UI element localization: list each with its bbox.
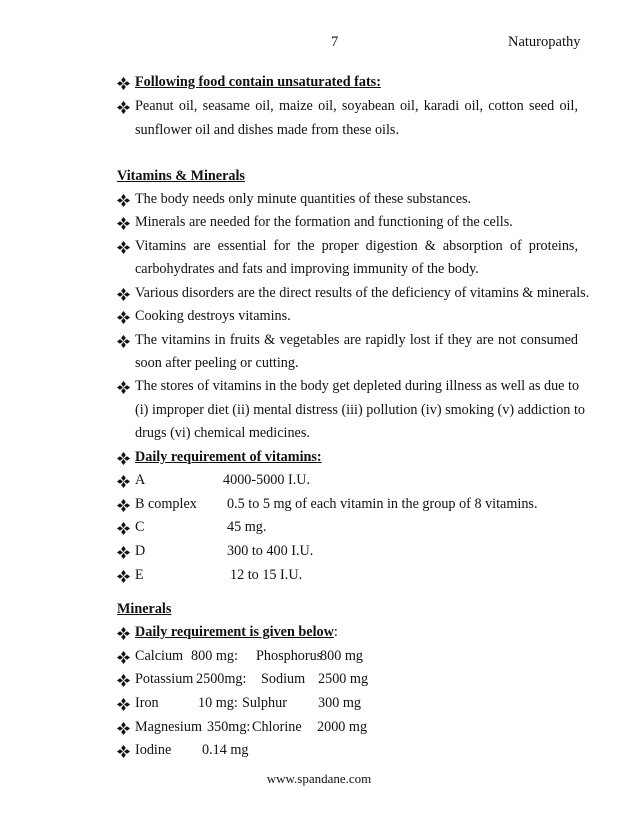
fats-text-line-2: sunflower oil and dishes made from these oils. <box>135 122 399 138</box>
diamond-bullet-icon <box>117 381 130 395</box>
list-item-continuation: carbohydrates and fats and improving immunity of the body. <box>135 261 479 277</box>
list-item: Vitamins are essential for the proper digestion & absorption of proteins, <box>135 238 578 254</box>
mineral-name: Potassium <box>135 671 194 687</box>
diamond-bullet-icon <box>117 335 130 349</box>
mineral-name: Iron <box>135 695 159 711</box>
vitamin-name: D <box>135 543 146 559</box>
vitamin-name: A <box>135 472 146 488</box>
vitamin-value: 300 to 400 I.U. <box>227 543 314 559</box>
mineral-value: 2000 mg <box>317 719 368 735</box>
mineral-name: Magnesium <box>135 719 202 735</box>
list-item-continuation: soon after peeling or cutting. <box>135 355 299 371</box>
minerals-requirement-label: Daily requirement is given below <box>135 624 334 640</box>
minerals-requirement-colon: : <box>333 624 338 640</box>
diamond-bullet-icon <box>117 241 130 255</box>
footer-website: www.spandane.com <box>266 771 372 786</box>
mineral-value: 10 mg: <box>198 695 238 711</box>
daily-vitamins-heading: Daily requirement of vitamins: <box>135 449 322 465</box>
vitamins-minerals-heading: Vitamins & Minerals <box>117 168 245 184</box>
mineral-name: Calcium <box>135 648 184 664</box>
mineral-value: 350mg: <box>207 719 251 735</box>
diamond-bullet-icon <box>117 627 130 641</box>
list-item: Cooking destroys vitamins. <box>135 308 291 324</box>
diamond-bullet-icon <box>117 499 130 513</box>
mineral-name: Phosphorus <box>256 648 323 664</box>
mineral-value: 800 mg: <box>191 648 238 664</box>
diamond-bullet-icon <box>117 311 130 325</box>
diamond-bullet-icon <box>117 475 130 489</box>
fats-heading: Following food contain unsaturated fats: <box>135 74 381 90</box>
minerals-requirement-line <box>135 624 338 641</box>
list-item: The vitamins in fruits & vegetables are rapidly lost if they are not consumed <box>135 332 578 348</box>
mineral-name: Iodine <box>135 742 172 758</box>
diamond-bullet-icon <box>117 570 130 584</box>
diamond-bullet-icon <box>117 745 130 759</box>
fats-text-line-1: Peanut oil, seasame oil, maize oil, soyabean oil, karadi oil, cotton seed oil, <box>135 98 578 114</box>
vitamin-name: B complex <box>135 496 197 512</box>
mineral-name: Sodium <box>261 671 306 687</box>
mineral-value: 2500 mg <box>318 671 369 687</box>
diamond-bullet-icon <box>117 194 130 208</box>
running-header-title: Naturopathy <box>508 34 581 50</box>
diamond-bullet-icon <box>117 77 130 91</box>
diamond-bullet-icon <box>117 288 130 302</box>
vitamin-value: 4000-5000 I.U. <box>223 472 311 488</box>
diamond-bullet-icon <box>117 674 130 688</box>
mineral-value: 0.14 mg <box>202 742 249 758</box>
list-item: Minerals are needed for the formation and functioning of the cells. <box>135 214 513 230</box>
page-number: 7 <box>331 34 339 50</box>
list-item-continuation: drugs (vi) chemical medicines. <box>135 425 310 441</box>
vitamin-value: 45 mg. <box>227 519 267 535</box>
diamond-bullet-icon <box>117 546 130 560</box>
diamond-bullet-icon <box>117 651 130 665</box>
list-item: The body needs only minute quantities of these substances. <box>135 191 472 207</box>
vitamin-name: E <box>135 567 144 583</box>
list-item: The stores of vitamins in the body get depleted during illness as well as due to <box>135 378 580 394</box>
minerals-heading: Minerals <box>117 601 172 617</box>
mineral-value: 2500mg: <box>196 671 247 687</box>
list-item: Various disorders are the direct results of the deficiency of vitamins & minerals. <box>135 285 590 301</box>
diamond-bullet-icon <box>117 101 130 115</box>
list-item-continuation: (i) improper diet (ii) mental distress (iii) pollution (iv) smoking (v) addiction to <box>135 402 585 418</box>
mineral-value: 800 mg <box>320 648 363 664</box>
diamond-bullet-icon <box>117 217 130 231</box>
mineral-name: Sulphur <box>242 695 287 711</box>
vitamin-value: 12 to 15 I.U. <box>230 567 303 583</box>
vitamin-value: 0.5 to 5 mg of each vitamin in the group of 8 vitamins. <box>227 496 538 512</box>
diamond-bullet-icon <box>117 522 130 536</box>
vitamin-name: C <box>135 519 145 535</box>
diamond-bullet-icon <box>117 452 130 466</box>
mineral-name: Chlorine <box>252 719 302 735</box>
mineral-value: 300 mg <box>318 695 361 711</box>
diamond-bullet-icon <box>117 722 130 736</box>
diamond-bullet-icon <box>117 698 130 712</box>
